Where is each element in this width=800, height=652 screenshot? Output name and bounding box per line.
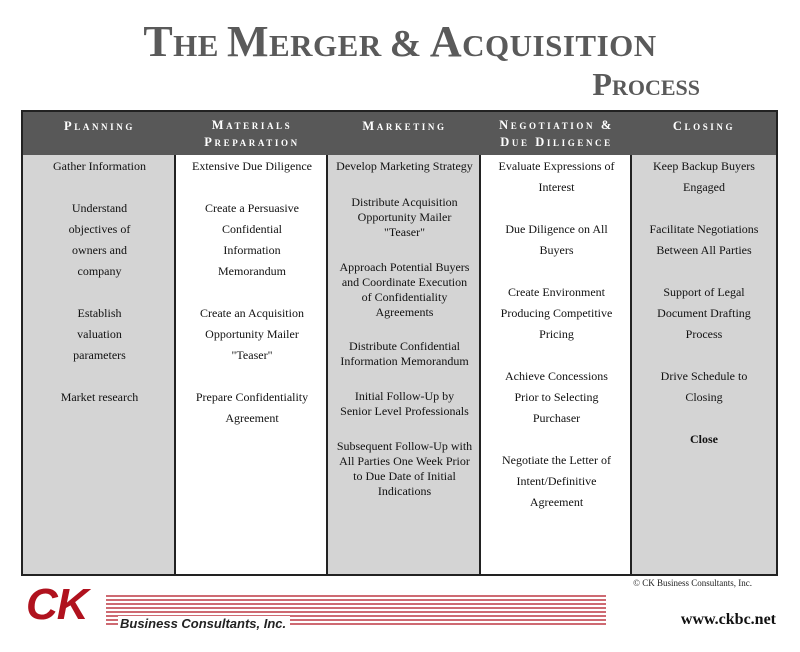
marketing-item: Develop Marketing Strategy [336, 159, 473, 173]
negotiation-item: Due Diligence on All Buyers [505, 222, 608, 257]
marketing-item: Initial Follow-Up by Senior Level Professionals [340, 389, 469, 418]
closing-item: Drive Schedule to Closing [660, 369, 748, 404]
website-link[interactable]: www.ckbc.net [680, 611, 776, 628]
negotiation-item: Achieve Concessions Prior to Selecting Purchaser [505, 369, 608, 425]
planning-item: Establish valuation parameters [73, 306, 126, 362]
negotiation-item: Evaluate Expressions of Interest [498, 159, 615, 194]
marketing-item: Approach Potential Buyers and Coordinate Execution of Confidentiality Agreements [339, 260, 470, 319]
title-word-merger: Merger [226, 17, 382, 66]
column-header-closing: Closing [672, 119, 736, 133]
planning-item: Gather Information [53, 159, 146, 173]
column-header-negotiation: Negotiation & Due Diligence [499, 117, 614, 149]
materials-item: Extensive Due Diligence [192, 159, 312, 173]
planning-item: Understand objectives of owners and company [68, 201, 131, 278]
negotiation-item: Negotiate the Letter of Intent/Definitive Agreement [502, 453, 611, 509]
title-word-acquisition: Acquisition [429, 17, 657, 66]
copyright-notice: © CK Business Consultants, Inc. [633, 578, 752, 588]
negotiation-item: Create Environment Producing Competitive Pricing [500, 285, 613, 341]
title-word-ampersand: & [389, 23, 422, 65]
closing-item: Keep Backup Buyers Engaged [653, 159, 755, 194]
planning-item: Market research [60, 390, 139, 404]
page-subtitle [592, 66, 700, 103]
closing-item: Support of Legal Document Drafting Process [657, 285, 751, 341]
closing-item: Facilitate Negotiations Between All Parties [649, 222, 759, 257]
marketing-item: Subsequent Follow-Up with All Parties One Week Prior to Due Date of Initial Indications [336, 439, 473, 498]
materials-item: Prepare Confidentiality Agreement [195, 390, 309, 425]
title-word-process: Process [592, 66, 700, 102]
column-closing-body [632, 155, 776, 574]
materials-item: Create a Persuasive Confidential Information Memorandum [205, 201, 299, 278]
page-title [0, 16, 800, 67]
company-logo-text: Business Consultants, Inc. [118, 616, 290, 631]
closing-item: Close [690, 432, 718, 446]
column-header-planning: Planning [64, 119, 135, 133]
column-header-marketing: Marketing [362, 119, 447, 133]
marketing-item: Distribute Acquisition Opportunity Mailer "Teaser" [351, 195, 458, 239]
process-table [21, 110, 778, 576]
marketing-item: Distribute Confidential Information Memorandum [340, 339, 469, 368]
column-header-materials: Materials Preparation [204, 117, 300, 149]
company-logo-mark: CK [26, 580, 88, 629]
title-word-the: The [143, 17, 219, 66]
materials-item: Create an Acquisition Opportunity Mailer "Teaser" [200, 306, 304, 362]
